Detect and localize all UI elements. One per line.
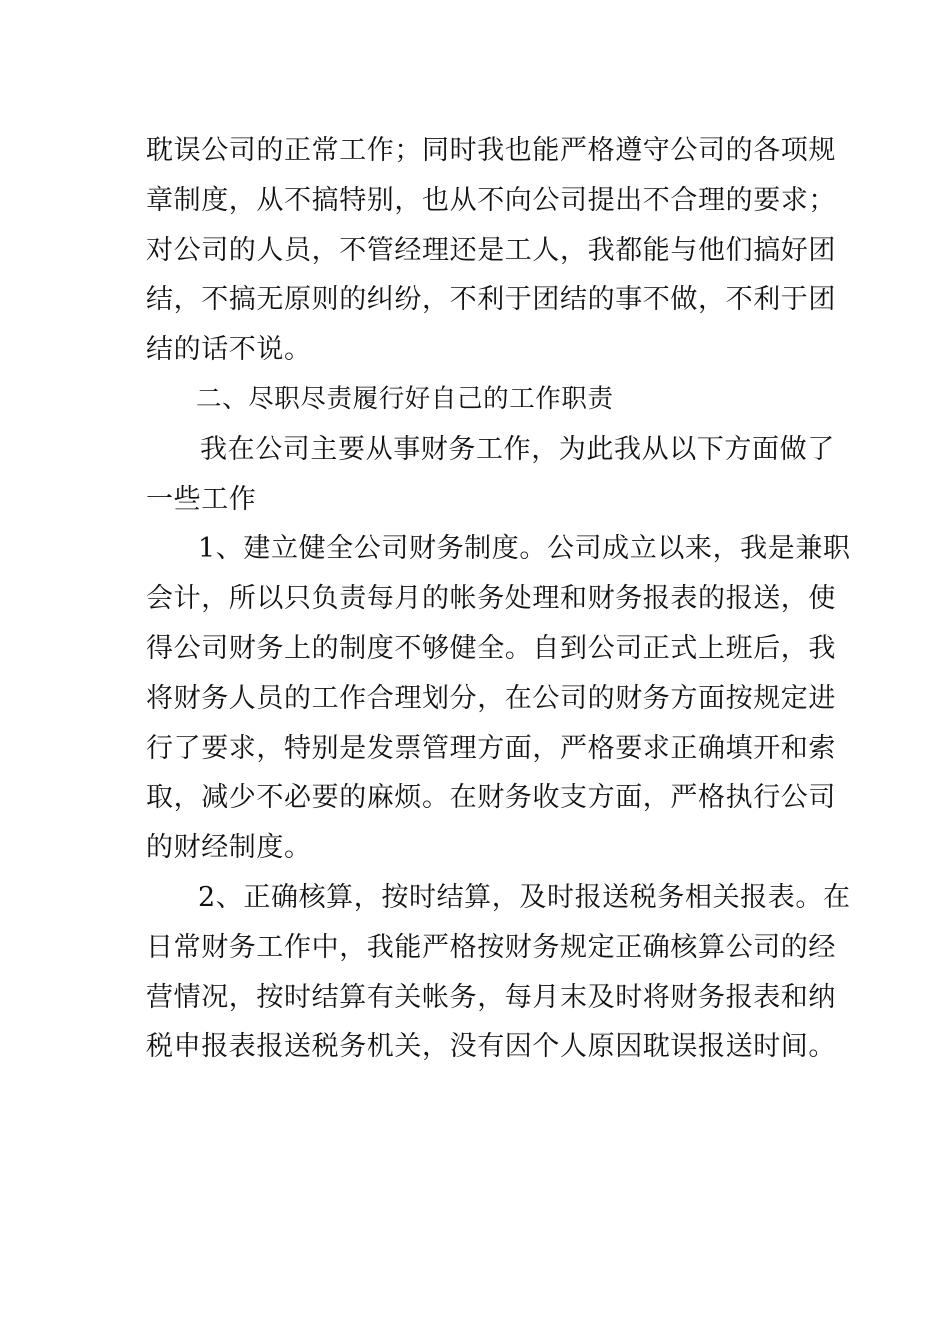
paragraph-line: 结的话不说。 — [146, 334, 312, 366]
paragraph-line: 将财务人员的工作合理划分，在公司的财务方面按规定进 — [146, 682, 836, 714]
paragraph-line: 税申报表报送税务机关，没有因个人原因耽误报送时间。 — [146, 1031, 836, 1063]
paragraph-line: 行了要求，特别是发票管理方面，严格要求正确填开和索 — [146, 732, 836, 764]
paragraph-line: 营情况，按时结算有关帐务，每月末及时将财务报表和纳 — [146, 981, 836, 1013]
list-item-line: 1、建立健全公司财务制度。公司成立以来，我是兼职 — [198, 533, 851, 565]
paragraph-line: 会计，所以只负责每月的帐务处理和财务报表的报送，使 — [146, 583, 836, 615]
paragraph-line: 章制度，从不搞特别，也从不向公司提出不合理的要求； — [146, 184, 836, 216]
document-body — [146, 126, 851, 1072]
section-heading: 二、尽职尽责履行好自己的工作职责 — [196, 383, 614, 414]
paragraph-line: 一些工作 — [146, 483, 257, 515]
paragraph-line: 结，不搞无原则的纠纷，不利于团结的事不做，不利于团 — [146, 284, 836, 316]
paragraph-line: 的财经制度。 — [146, 832, 312, 864]
paragraph-line: 耽误公司的正常工作；同时我也能严格遵守公司的各项规 — [146, 135, 836, 166]
paragraph-line: 我在公司主要从事财务工作，为此我从以下方面做了 — [200, 433, 835, 465]
paragraph-line: 对公司的人员，不管经理还是工人，我都能与他们搞好团 — [146, 234, 836, 266]
paragraph-line: 取，减少不必要的麻烦。在财务收支方面，严格执行公司 — [146, 782, 836, 814]
paragraph-line: 日常财务工作中，我能严格按财务规定正确核算公司的经 — [146, 931, 836, 963]
list-item-line: 2、正确核算，按时结算，及时报送税务相关报表。在 — [198, 881, 851, 913]
paragraph-line: 得公司财务上的制度不够健全。自到公司正式上班后，我 — [146, 632, 836, 664]
